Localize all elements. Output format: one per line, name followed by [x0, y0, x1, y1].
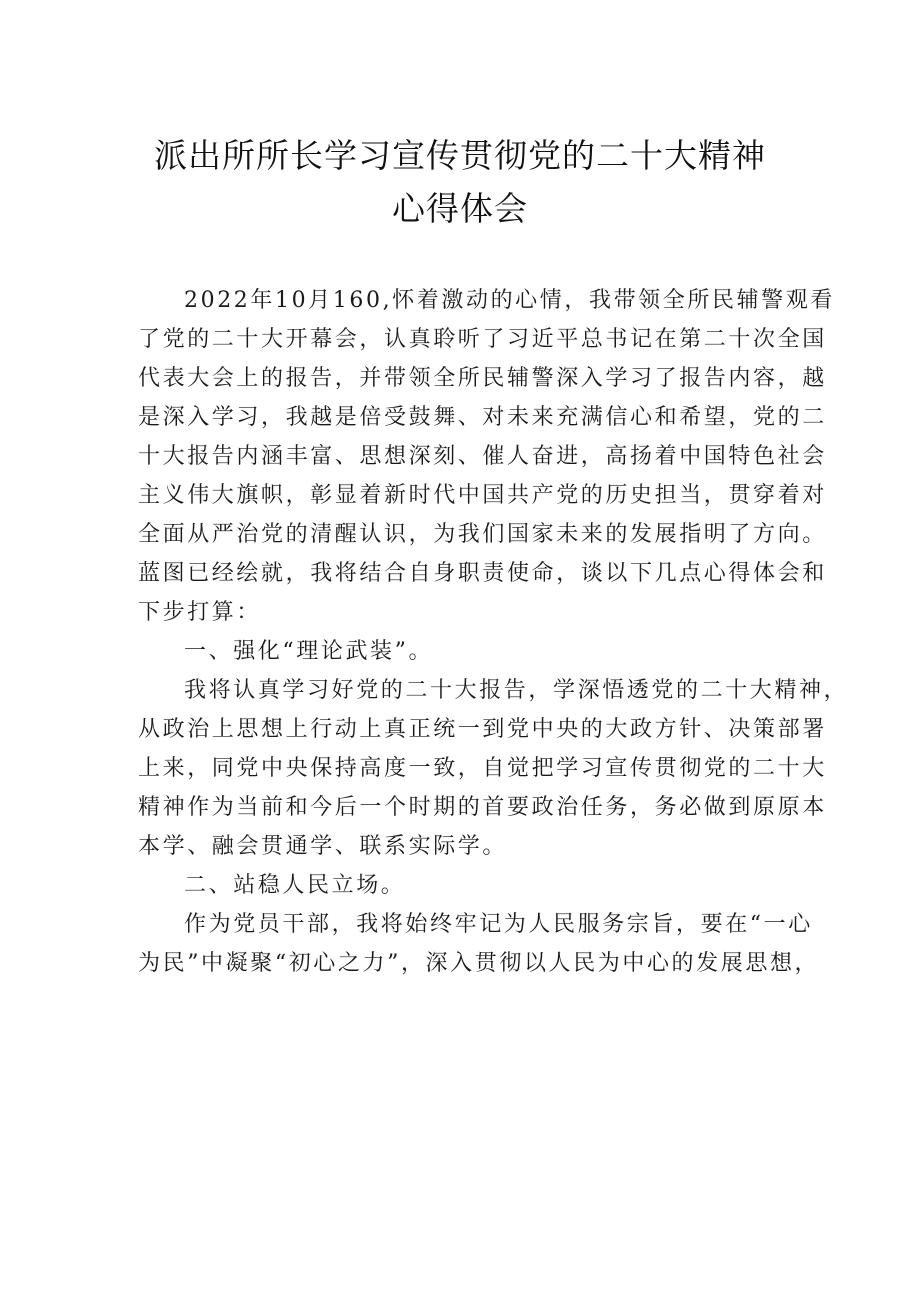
document-title-line-2: 心得体会 — [392, 189, 528, 228]
body-line: 为民”中凝聚“初心之力”，深入贯彻以人民为中心的发展思想， — [138, 951, 820, 976]
body-line: 精神作为当前和今后一个时期的首要政治任务，务必做到原原本 — [138, 795, 827, 820]
document-body — [138, 281, 849, 983]
body-line: 从政治上思想上行动上真正统一到党中央的大政方针、决策部署 — [138, 717, 827, 742]
body-line: 蓝图已经绘就，我将结合自身职责使命，谈以下几点心得体会和 — [138, 561, 827, 586]
section-heading-2: 二、站稳人民立场。 — [184, 873, 406, 898]
body-line: 我将认真学习好党的二十大报告，学深悟透党的二十大精神， — [184, 678, 849, 703]
body-line: 上来，同党中央保持高度一致，自觉把学习宣传贯彻党的二十大 — [138, 756, 827, 781]
section-heading-1: 一、强化“理论武装”。 — [184, 639, 434, 664]
body-line: 是深入学习，我越是倍受鼓舞、对未来充满信心和希望，党的二 — [138, 405, 827, 430]
body-line: 全面从严治党的清醒认识，为我们国家未来的发展指明了方向。 — [138, 522, 827, 547]
body-line: 了党的二十大开幕会，认真聆听了习近平总书记在第二十次全国 — [138, 327, 827, 352]
body-line: 十大报告内涵丰富、思想深刻、催人奋进，高扬着中国特色社会 — [138, 444, 827, 469]
body-line: 下步打算： — [138, 600, 262, 625]
document-title-line-1: 派出所所长学习宣传贯彻党的二十大精神 — [154, 136, 766, 175]
body-line: 主义伟大旗帜，彰显着新时代中国共产党的历史担当，贯穿着对 — [138, 483, 827, 508]
body-line: 代表大会上的报告，并带领全所民辅警深入学习了报告内容，越 — [138, 366, 827, 391]
body-line: 作为党员干部，我将始终牢记为人民服务宗旨，要在“一心 — [184, 912, 813, 937]
body-line: 2022年10月160,怀着激动的心情，我带领全所民辅警观看 — [184, 288, 835, 313]
body-line: 本学、融会贯通学、联系实际学。 — [138, 834, 508, 859]
